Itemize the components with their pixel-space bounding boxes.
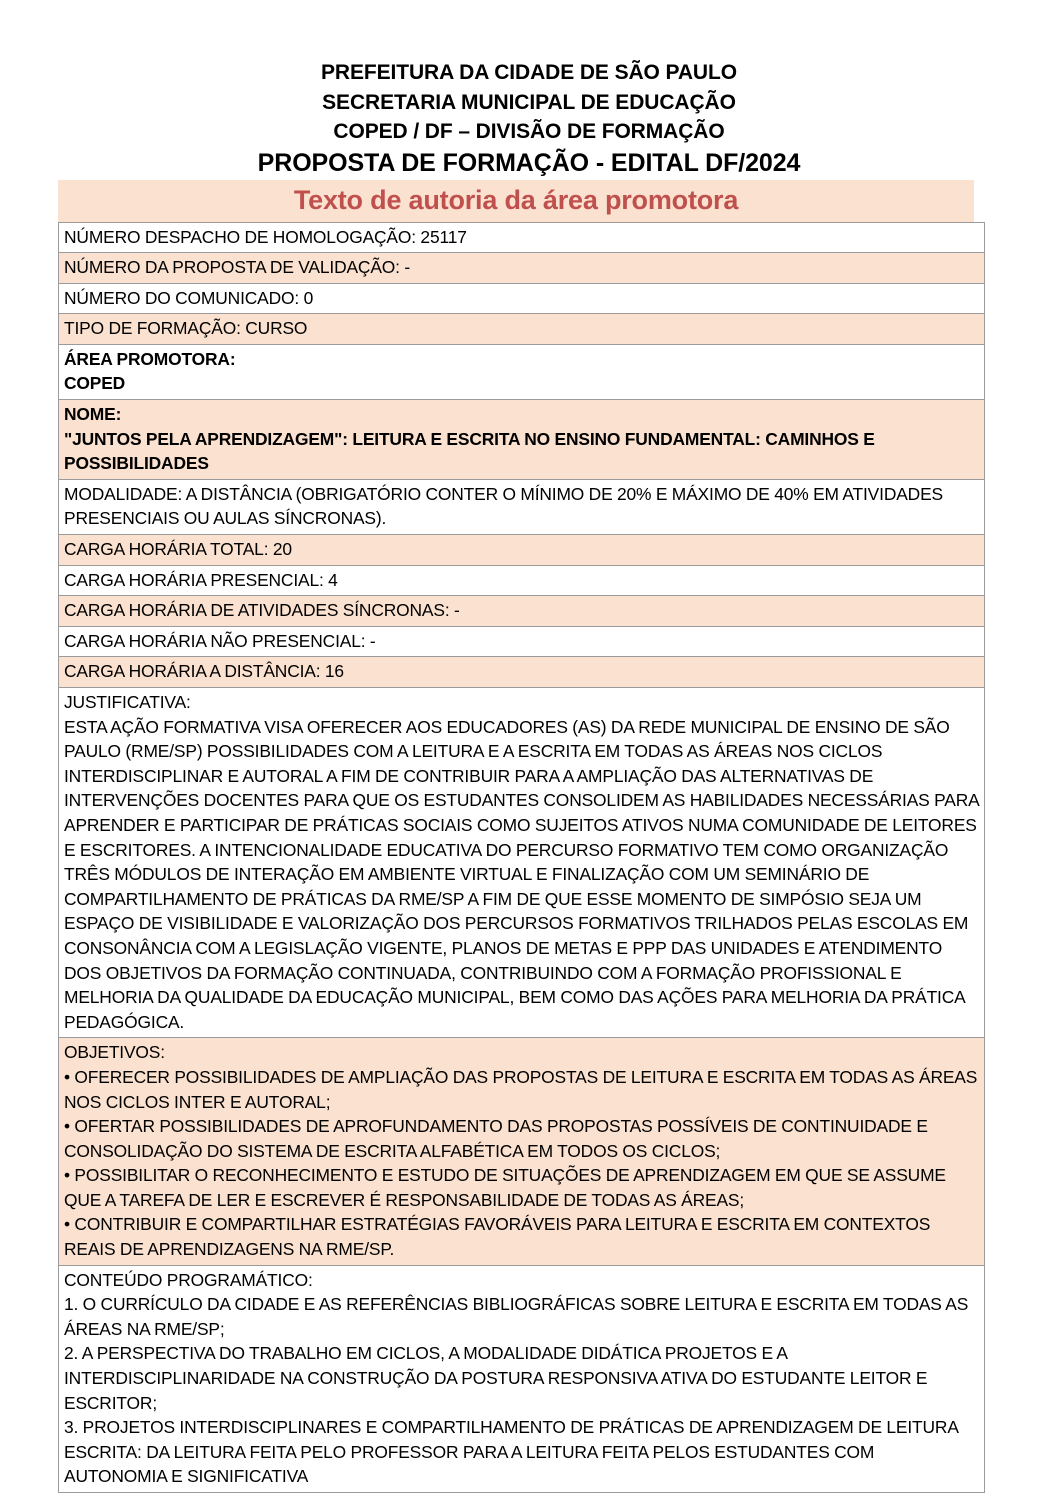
cell-nome <box>59 400 985 480</box>
header-line-proposta: PROPOSTA DE FORMAÇÃO - EDITAL DF/2024 <box>257 148 801 177</box>
table-row-ch-presencial <box>59 565 985 596</box>
proposal-form-table <box>58 222 985 1494</box>
conteudo-item: 2. A PERSPECTIVA DO TRABALHO EM CICLOS, A MODALIDADE DIDÁTICA PROJETOS E A INTERDISCIPLINARIDADE NA CONSTRUÇÃO DA POSTURA RESPONSIVA ATIVA DO ESTUDANTE LEITOR E ESCRITOR; <box>64 1343 932 1413</box>
header-line-coped: COPED / DF – DIVISÃO DE FORMAÇÃO <box>333 120 725 143</box>
table-row-ch-total <box>59 535 985 566</box>
table-row-modalidade <box>59 479 985 534</box>
justificativa-text: ESTA AÇÃO FORMATIVA VISA OFERECER AOS EDUCADORES (AS) DA REDE MUNICIPAL DE ENSINO DE SÃO PAULO (RME/SP) POSSIBILIDADES COM A LEITURA E A ESCRITA EM TODAS AS ÁREAS NOS CICLOS INTERDISCIPLINAR E AUTORAL A FIM DE CONTRIBUIR PARA A AMPLIAÇÃO DAS ALTERNATIVAS DE INTERVENÇÕES DOCENTES PARA QUE OS ESTUDANTES CONSOLIDEM AS HABILIDADES NECESSÁRIAS PARA APRENDER E PARTICIPAR DE PRÁTICAS SOCIAIS COMO SUJEITOS ATIVOS NUMA COMUNIDADE DE LEITORES E ESCRITORES. A INTENCIONALIDADE EDUCATIVA DO PERCURSO FORMATIVO TEM COMO ORGANIZAÇÃO TRÊS MÓDULOS DE INTERAÇÃO EM AMBIENTE VIRTUAL E FINALIZAÇÃO COM UM SEMINÁRIO DE COMPARTILHAMENTO DE PRÁTICAS DA RME/SP A FIM DE QUE ESSE MOMENTO DE SIMPÓSIO SEJA UM ESPAÇO DE VISIBILIDADE E VALORIZAÇÃO DOS PERCURSOS FORMATIVOS TRILHADOS PELAS ESCOLAS EM CONSONÂNCIA COM A LEGISLAÇÃO VIGENTE, PLANOS DE METAS E PPP DAS UNIDADES E ATENDIMENTO DOS OBJETIVOS DA FORMAÇÃO CONTINUADA, CONTRIBUINDO COM A FORMAÇÃO PROFISSIONAL E MELHORIA DA QUALIDADE DA EDUCAÇÃO MUNICIPAL, BEM COMO DAS AÇÕES PARA MELHORIA DA PRÁTICA PEDAGÓGICA. <box>64 716 983 1032</box>
cell-objetivos <box>59 1038 985 1265</box>
title-band-text: Texto de autoria da área promotora <box>293 184 739 215</box>
objetivos-item: • CONTRIBUIR E COMPARTILHAR ESTRATÉGIAS FAVORÁVEIS PARA LEITURA E ESCRITA EM CONTEXTOS REAIS DE APRENDIZAGENS NA RME/SP. <box>64 1214 935 1260</box>
cell-ch-sincronas: CARGA HORÁRIA DE ATIVIDADES SÍNCRONAS: - <box>59 596 985 627</box>
table-row-ch-distancia <box>59 657 985 688</box>
conteudo-label: CONTEÚDO PROGRAMÁTICO: <box>64 1269 313 1290</box>
document-header <box>0 0 1058 179</box>
title-band <box>58 180 974 222</box>
cell-ch-presencial: CARGA HORÁRIA PRESENCIAL: 4 <box>59 565 985 596</box>
table-row-conteudo-programatico <box>59 1265 985 1492</box>
table-row-ch-nao-presencial <box>59 626 985 657</box>
cell-justificativa <box>59 688 985 1038</box>
cell-ch-distancia: CARGA HORÁRIA A DISTÂNCIA: 16 <box>59 657 985 688</box>
cell-despacho: NÚMERO DESPACHO DE HOMOLOGAÇÃO: 25117 <box>59 222 985 253</box>
objetivos-item: • POSSIBILITAR O RECONHECIMENTO E ESTUDO DE SITUAÇÕES DE APRENDIZAGEM EM QUE SE ASSUME QUE A TAREFA DE LER E ESCREVER É RESPONSABILIDADE DE TODAS AS ÁREAS; <box>64 1165 951 1210</box>
conteudo-item: 3. PROJETOS INTERDISCIPLINARES E COMPARTILHAMENTO DE PRÁTICAS DE APRENDIZAGEM DE LEITURA ESCRITA: DA LEITURA FEITA PELO PROFESSOR PARA A LEITURA FEITA PELOS ESTUDANTES COM AUTONOMIA E SIGNIFICATIVA <box>64 1417 963 1487</box>
objetivos-item: • OFERTAR POSSIBILIDADES DE APROFUNDAMENTO DAS PROPOSTAS POSSÍVEIS DE CONTINUIDADE E CONSOLIDAÇÃO DO SISTEMA DE ESCRITA ALFABÉTICA EM TODOS OS CICLOS; <box>64 1116 933 1161</box>
table-row-justificativa <box>59 688 985 1038</box>
table-row-comunicado <box>59 283 985 314</box>
nome-label: NOME: <box>64 404 122 425</box>
cell-conteudo-programatico <box>59 1265 985 1492</box>
conteudo-item: 1. O CURRÍCULO DA CIDADE E AS REFERÊNCIAS BIBLIOGRÁFICAS SOBRE LEITURA E ESCRITA EM TODAS AS ÁREAS NA RME/SP; <box>64 1294 973 1339</box>
justificativa-label: JUSTIFICATIVA: <box>64 692 191 712</box>
table-row-proposta-validacao <box>59 253 985 284</box>
cell-tipo-formacao: TIPO DE FORMAÇÃO: CURSO <box>59 314 985 345</box>
objetivos-label: OBJETIVOS: <box>64 1042 165 1063</box>
cell-ch-total: CARGA HORÁRIA TOTAL: 20 <box>59 535 985 566</box>
area-promotora-value: COPED <box>64 373 126 394</box>
cell-proposta-validacao: NÚMERO DA PROPOSTA DE VALIDAÇÃO: - <box>59 253 985 284</box>
objetivos-item: • OFERECER POSSIBILIDADES DE AMPLIAÇÃO DAS PROPOSTAS DE LEITURA E ESCRITA EM TODAS AS ÁREAS NOS CICLOS INTER E AUTORAL; <box>64 1066 982 1112</box>
table-row-objetivos <box>59 1038 985 1265</box>
header-line-secretaria: SECRETARIA MUNICIPAL DE EDUCAÇÃO <box>322 90 736 114</box>
table-row-area-promotora <box>59 344 985 399</box>
table-row-tipo-formacao <box>59 314 985 345</box>
table-row-ch-sincronas <box>59 596 985 627</box>
cell-ch-nao-presencial: CARGA HORÁRIA NÃO PRESENCIAL: - <box>59 626 985 657</box>
cell-comunicado: NÚMERO DO COMUNICADO: 0 <box>59 283 985 314</box>
cell-modalidade: MODALIDADE: A DISTÂNCIA (OBRIGATÓRIO CONTER O MÍNIMO DE 20% E MÁXIMO DE 40% EM ATIVIDADES PRESENCIAIS OU AULAS SÍNCRONAS). <box>59 479 985 534</box>
table-row-despacho <box>59 222 985 253</box>
header-line-prefeitura: PREFEITURA DA CIDADE DE SÃO PAULO <box>321 61 737 84</box>
nome-value: "JUNTOS PELA APRENDIZAGEM": LEITURA E ESCRITA NO ENSINO FUNDAMENTAL: CAMINHOS E POSSIBILIDADES <box>64 428 880 474</box>
area-promotora-label: ÁREA PROMOTORA: <box>64 348 236 369</box>
cell-area-promotora <box>59 344 985 399</box>
table-row-nome <box>59 400 985 480</box>
